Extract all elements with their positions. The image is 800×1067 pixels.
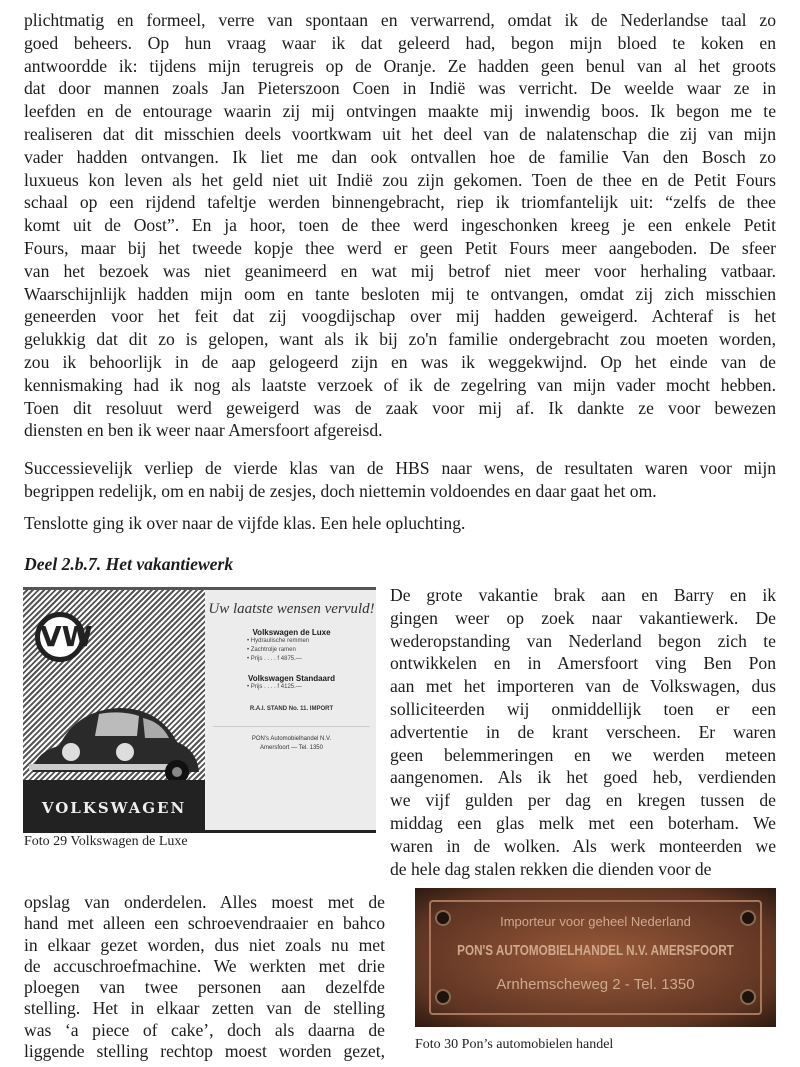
text-line: ploegen van twee personen aan dezelfde: [24, 977, 385, 998]
text-line: kennismaking had ik nog als laatste verzoek of ik de zegelring van mijn vader mocht hebben.: [24, 374, 776, 395]
text-line: komt uit de Oost”. En ja hoor, toen de thee werd ingeschonken kreeg je een enkele Petit: [24, 215, 776, 236]
volkswagen-ad-photo: [23, 587, 376, 833]
text-line: wederopstanding van Nederland begon zich te: [390, 630, 776, 651]
ad-feature: • Prijs . . . . f 4125.—: [247, 684, 302, 690]
ad-model-1: Volkswagen de Luxe: [252, 628, 331, 637]
ad-dealer: [213, 726, 370, 753]
text-line: opslag van onderdelen. Alles moest met de: [24, 892, 385, 912]
beetle-car-icon: [29, 702, 201, 784]
text-line: middag een glas melk met een boterham. We: [390, 812, 776, 833]
text-line: aan met het importeren van de Volkswagen, dus: [390, 676, 776, 697]
text-line: in elkaar gezet worden, dus niet zoals nu met: [24, 934, 385, 955]
text-line: gingen weer op zoek naar vakantiewerk. De: [390, 607, 776, 628]
bottom-column-text: [24, 892, 385, 1062]
plate-line-1: Importeur voor geheel Nederland: [500, 914, 691, 929]
pon-nameplate-photo: [415, 888, 776, 1027]
text-line: Toen dit resoluut werd geweigerd was de zaak voor mij af. Ik dankte ze voor bewezen: [24, 397, 776, 418]
text-line: de accuschroefmachine. We werkten met drie: [24, 955, 385, 976]
ad-stand: R.A.I. STAND No. 11. IMPORT: [249, 706, 334, 712]
text-line: ontwikkelen en in Amersfoort ving Ben Pon: [390, 653, 776, 674]
text-line: van het bezoek was niet geanimeerd en wat mij betrof niet meer voor herhaling vatbaar.: [24, 260, 776, 281]
text-line: stelling. Het in elkaar zetten van de stelling: [24, 998, 385, 1019]
text-line: de hele dag stalen rekken die dienden voor de: [390, 858, 712, 879]
ad-model-2: Volkswagen Standaard: [248, 674, 335, 683]
ad-feature: • Hydraulische remmen: [247, 638, 310, 644]
text-line: De grote vakantie brak aan en Barry en ik: [390, 585, 776, 605]
text-line: Tenslotte ging ik over naar de vijfde klas. Een hele opluchting.: [24, 513, 466, 533]
text-line: gelukkig dat dit zo is gelopen, want als ik bij zo'n familie ondergebracht zou moeten worden,: [24, 329, 776, 350]
text-line: we vijf gulden per dag en kregen tussen de: [390, 790, 776, 811]
section-heading: Deel 2.b.7. Het vakantiewerk: [24, 554, 234, 574]
text-line: geneerden voor het feit dat zij voogdijschap over mij hadden geweigerd. Achteraf is het: [24, 306, 776, 327]
text-line: diensten en ben ik weer naar Amersfoort afgereisd.: [24, 420, 383, 441]
ad-dealer-contact: Amersfoort — Tel. 1350: [260, 745, 323, 751]
text-line: realiseren dat dit misschien deels voortkwam uit het deel van de nalatenschap die zij van mijn: [24, 123, 776, 144]
text-line: zou ik behoorlijk in de aap gelogeerd zijn en was ik weggekwijnd. Op het einde van de: [24, 351, 776, 372]
right-column-text: [390, 584, 776, 880]
text-line: begrippen redelijk, om en nabij de zesjes, doch niettemin voldoendes en daar gaat het om.: [24, 480, 657, 501]
paragraph-1: [24, 9, 776, 442]
text-line: Waarschijnlijk hadden mijn oom en tante besloten mij te ontvangen, omdat zij zich misschien: [24, 283, 776, 304]
ad-banner: VOLKSWAGEN: [23, 780, 205, 830]
plate-line-2: PON'S AUTOMOBIELHANDEL N.V. AMERSFOORT: [457, 942, 734, 959]
text-line: dat door mannen zoals Jan Pieterszoon Coen in Indië was verricht. De weelde waar ze in: [24, 78, 776, 99]
text-line: advertentie in de krant verscheen. Er waren: [390, 721, 776, 742]
ad-illustration: [23, 590, 205, 830]
text-line: schaal op een rijdend tafeltje werden binnengebracht, riep ik triomfantelijk uit: “zelfs de thee: [24, 192, 776, 213]
ad-feature: • Prijs . . . . f 4875.—: [247, 656, 302, 662]
ad-feature: • Zachtrolje ramen: [247, 647, 296, 653]
text-line: liggende stelling rechtop moest worden gezet,: [24, 1041, 385, 1062]
text-line: luxueus kon leven als het geld niet uit Indië zou zijn gekomen. Toen de thee en de Petit Fours: [24, 169, 776, 190]
text-line: solliciteerden wij onmiddellijk toen er een: [390, 698, 776, 719]
text-line: hand met alleen een schroevendraaier en bahco: [24, 913, 385, 934]
text-line: Fours, maar bij het tweede kopje thee werd er geen Petit Fours meer aangeboden. De sfeer: [24, 237, 776, 258]
vw-logo-icon: VW: [35, 612, 85, 662]
figure-caption-29: Foto 29 Volkswagen de Luxe: [24, 834, 188, 849]
paragraph-2: [24, 457, 776, 503]
text-line: antwoordde ik: tijdens mijn terugreis op de Oranje. Ze hadden geen benul van al het groots: [24, 55, 776, 76]
text-line: leefden en de entourage waarin zij mij ontvingen maakte mij inwendig boos. Ik begon me te: [24, 101, 776, 122]
plate-line-3: Arnhemscheweg 2 - Tel. 1350: [496, 976, 695, 993]
text-line: geen belemmeringen en we werden meteen: [390, 744, 776, 765]
text-line: was ‘a piece of cake’, doch als daarna de: [24, 1019, 385, 1040]
figure-caption-30: Foto 30 Pon’s automobielen handel: [415, 1037, 614, 1052]
text-line: goed beheers. Op hun vraag waar ik dat geleerd had, begon mijn bloed te koken en: [24, 32, 776, 53]
ad-dealer-name: PON's Automobielhandel N.V.: [251, 736, 332, 742]
text-line: Successievelijk verliep de vierde klas van de HBS naar wens, de resultaten waren voor mijn: [24, 458, 776, 478]
text-line: vader hadden ontvangen. Ik liet me dan ook ontvallen hoe de familie Van den Bosch zo: [24, 146, 776, 167]
text-line: waren in de wolken. Als werk monteerden we: [390, 835, 776, 856]
ad-text: [207, 590, 376, 830]
text-line: plichtmatig en formeel, verre van spontaan en verwarrend, omdat ik de Nederlandse taal zo: [24, 10, 776, 30]
ad-slogan: Uw laatste wensen vervuld!: [208, 601, 375, 617]
paragraph-3: [24, 512, 776, 535]
text-line: aangenomen. Als ik het goed heb, verdienden: [390, 767, 776, 788]
